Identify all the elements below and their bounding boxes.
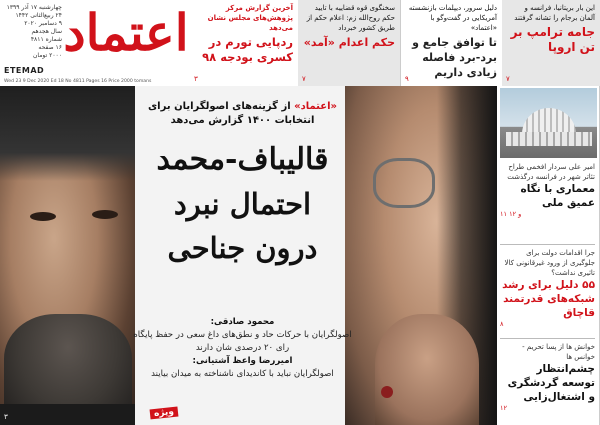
column-divider — [500, 244, 595, 245]
side-story-smuggling[interactable] — [500, 248, 595, 328]
side-story-kicker: امیر علی سردار افخمی طراح تئاتر شهر در فرانسه درگذشت — [507, 163, 595, 181]
teaser-page-number: ۹ — [405, 75, 409, 83]
portrait-right-photo — [345, 86, 497, 425]
portrait-hand — [375, 314, 479, 425]
issue-info-line: شماره ۴۸۱۱ — [30, 36, 62, 43]
side-story-page: ۱۲ — [500, 404, 507, 412]
headline-line: احتمال نبرد — [173, 187, 312, 221]
portrait-collar — [0, 404, 135, 425]
portrait-eye — [92, 210, 118, 219]
issue-info-line: ۲۴ ربیع‌الثانی ۱۴۴۲ — [15, 12, 62, 19]
side-story-page: ۱۱ و ۱۲ — [500, 210, 522, 218]
teaser-page-number: ۷ — [506, 75, 510, 83]
side-story-headline: ۵۵ دلیل برای رشد شبکه‌های قدرتمند قاچاق — [502, 279, 595, 319]
issue-info-line: ۲۰۰۰ تومان — [32, 52, 62, 59]
main-page-number: ۳ — [4, 413, 8, 421]
side-story-tourism[interactable] — [500, 342, 595, 412]
issue-info — [4, 4, 62, 60]
headline-line: قالیباف-محمد — [156, 142, 329, 177]
teaser-kicker: این بار بریتانیا، فرانسه و آلمان برجام را تشانه گرفتند — [514, 4, 595, 22]
portrait-eye — [30, 212, 56, 221]
issue-strip: Wed 23 9 Dec 2020 Ed 18 No 4811 Pages 16 Price 2000 tomans — [4, 79, 152, 84]
main-kicker — [130, 100, 355, 128]
teaser-verdict[interactable] — [298, 0, 400, 86]
issue-info-line: ۱۶ صفحه — [38, 44, 62, 51]
main-quotes — [130, 316, 355, 381]
teaser-headline: جامه ترامپ بر تن اروپا — [510, 25, 595, 54]
teaser-page-number: ۷ — [302, 75, 306, 83]
right-column — [497, 86, 600, 425]
theatre-building-photo — [500, 88, 597, 158]
teaser-budget[interactable] — [190, 0, 298, 86]
quote-text: اصولگرایان با حرکات حاد و نطق‌های داغ سعی در حفظ پایگاه رای ۲۰ درصدی شان دارند — [133, 330, 352, 353]
column-divider — [500, 338, 595, 339]
logo-latin: ETEMAD — [4, 66, 45, 75]
quote-speaker: محمود صادقی: — [210, 317, 275, 327]
issue-info-line: چهارشنبه ۱۷ آذر ۱۳۹۹ — [6, 4, 62, 11]
teaser-headline: تا توافق جامع و برد-برد فاصله زیادی داریم — [412, 36, 497, 79]
side-story-page: ۸ — [500, 320, 504, 328]
teaser-kicker: آخرین گزارش مرکز پژوهش‌های مجلس نشان می‌دهد — [207, 4, 293, 32]
issue-info-line: ۹ دسامبر ۲۰۲۰ — [24, 20, 62, 27]
portrait-ring — [381, 386, 393, 398]
issue-info-line: سال هجدهم — [31, 28, 62, 35]
portrait-glasses — [373, 158, 435, 208]
main-story-text — [130, 86, 355, 425]
kicker-text: از گزینه‌های اصولگرایان برای انتخابات ۱۴۰۰ گزارش می‌دهد — [148, 101, 315, 126]
logo-block — [0, 0, 190, 86]
teaser-kicker: دلیل سرور، دیپلمات بازنشسته آمریکایی در گفت‌وگو با «اعتماد» — [408, 4, 497, 32]
quote-text: اصولگرایان نباید با کاندیدای ناشناخته به میدان بیایند — [151, 369, 334, 379]
special-stamp: ویژه — [150, 407, 179, 420]
teaser-kicker: سخنگوی قوه قضاییه با تایید حکم روح‌الله زم: اعلام حکم از طریق کشور خبرداد — [306, 4, 395, 32]
building-colonnade — [506, 132, 592, 146]
side-story-kicker: جرا اقدامات دولت برای جلوگیری از ورود غیرقانونی کالا تاثیری نداشت؟ — [504, 249, 595, 277]
building-roof — [522, 108, 576, 134]
teaser-deal[interactable] — [400, 0, 502, 86]
main-headline[interactable] — [130, 138, 355, 270]
quote-speaker: امیررضا واعظ آشتیانی: — [192, 356, 293, 366]
portrait-left-photo — [0, 86, 135, 425]
side-story-headline: معماری با نگاه عمیق ملی — [520, 183, 595, 209]
teaser-headline: ردپایی تورم در کسری بودجه ۹۸ — [202, 35, 293, 64]
portrait-hair — [0, 86, 135, 181]
kicker-source: «اعتماد» — [294, 101, 337, 112]
masthead — [0, 0, 600, 86]
teaser-page-number: ۳ — [194, 75, 198, 83]
side-story-headline: چشم‌انتظار توسعه گردشگری و اشتغال‌زایی — [507, 363, 595, 403]
newspaper-logo: اعتماد — [63, 3, 189, 62]
main-story[interactable] — [0, 86, 497, 425]
headline-line: درون جناحی — [167, 231, 318, 265]
side-story-architecture[interactable] — [500, 162, 595, 218]
teaser-europe[interactable] — [502, 0, 600, 86]
teaser-headline: حکم اعدام «آمد» — [303, 36, 395, 49]
side-story-kicker: خوانش ها از پسا تحریم - خوانس ها — [522, 343, 595, 361]
